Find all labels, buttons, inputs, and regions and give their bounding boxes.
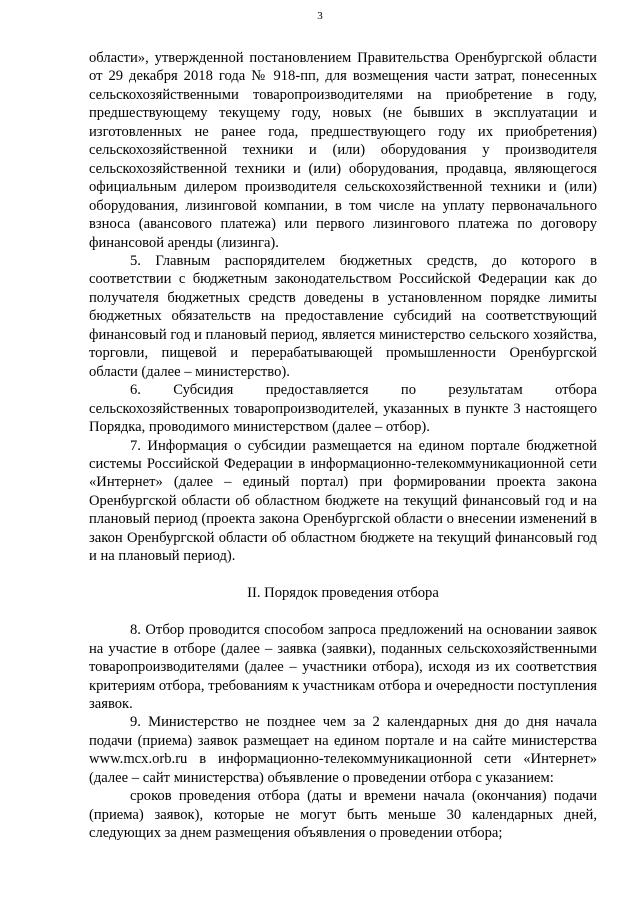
paragraph-7: 7. Информация о субсидии размещается на едином портале бюджетной системы Российской Федерации в информационно-телекоммуникационной сети «Интернет» (далее – единый портал) при формировании проекта закона Оренбургской области об областном бюджете на текущий финансовый год и на плановый период (проекта закона Оренбургской области о внесении изменений в закон Оренбургской области об областном бюджете на текущий финансовый год и на плановый период).	[89, 437, 597, 565]
paragraph-continuation: области», утвержденной постановлением Правительства Оренбургской области от 29 декабря 2018 года № 918-пп, для возмещения части затрат, понесенных сельскохозяйственными товаропроизводителями на приобретение в году, предшествующему текущему году, новых (не бывших в эксплуатации и изготовленных не ранее года, предшествующего году их приобретения) сельскохозяйственной техники и (или) оборудования у производителя сельскохозяйственной техники и (или) оборудования, продавца, являющегося официальным дилером производителя сельскохозяйственной техники и (или) оборудования, лизинговой компании, в том числе на уплату первоначального взноса (авансового платежа) или первого лизингового платежа по договору финансовой аренды (лизинга).	[89, 50, 597, 251]
paragraph-9: 9. Министерство не позднее чем за 2 календарных дня до дня начала подачи (приема) заявок размещает на едином портале и на сайте министерства www.mcx.orb.ru в информационно-телекоммуникационной сети «Интернет» (далее – сайт министерства) объявление о проведении отбора с указанием:	[89, 714, 597, 786]
paragraph-8: 8. Отбор проводится способом запроса предложений на основании заявок на участие в отборе (далее – заявка (заявки), поданных сельскохозяйственными товаропроизводителями (далее – участники отбора), исходя из их соответствия критериям отбора, требованиям к участникам отбора и очередности поступления заявок.	[89, 622, 597, 712]
paragraph-6: 6. Субсидия предоставляется по результатам отбора сельскохозяйственных товаропроизводителей, указанных в пункте 3 настоящего Порядка, проводимого министерством (далее – отбор).	[89, 382, 597, 436]
page-number: 3	[317, 10, 323, 22]
section-heading: II. Порядок проведения отбора	[247, 584, 439, 601]
paragraph-5: 5. Главным распорядителем бюджетных средств, до которого в соответствии с бюджетным законодательством Российской Федерации как до получателя бюджетных средств доведены в установленном порядке лимиты бюджетных обязательств на предоставление субсидий на соответствующий финансовый год и плановый период, является министерство сельского хозяйства, торговли, пищевой и перерабатывающей промышленности Оренбургской области (далее – министерство).	[89, 252, 597, 380]
paragraph-9-deadlines: сроков проведения отбора (даты и времени начала (окончания) подачи (приема) заявок), которые не могут быть меньше 30 календарных дней, следующих за днем размещения объявления о проведении отбора;	[89, 788, 597, 842]
document-body	[89, 49, 597, 843]
